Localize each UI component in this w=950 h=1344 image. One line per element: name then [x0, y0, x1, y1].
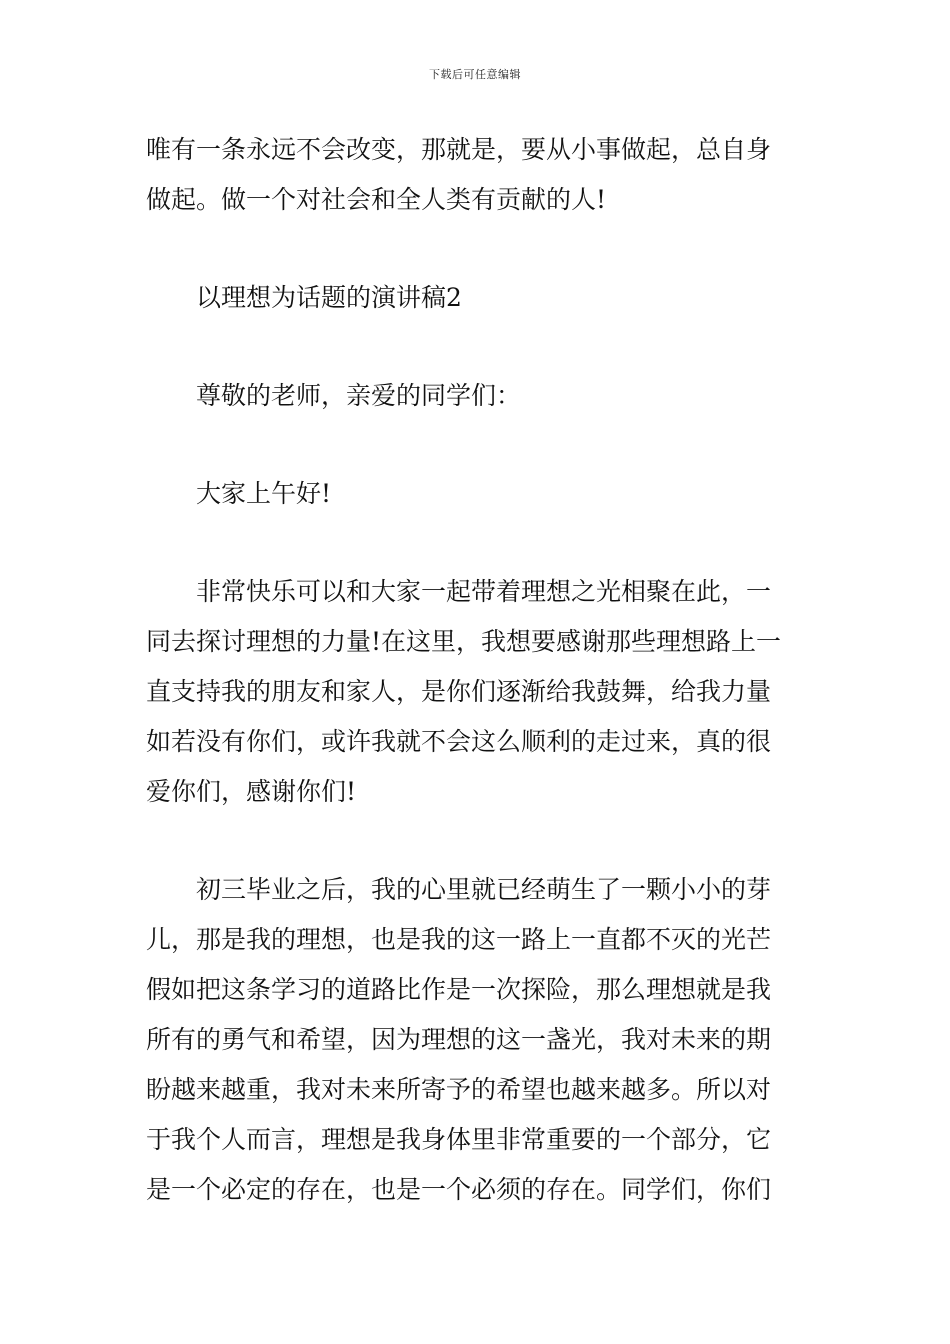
- paragraph-gap: [146, 817, 806, 865]
- text-line: 直支持我的朋友和家人，是你们逐渐给我鼓舞，给我力量: [146, 677, 772, 706]
- paragraph-gap: [146, 323, 806, 371]
- salutation: [146, 371, 806, 421]
- text-line: 所有的勇气和希望，因为理想的这一盏光，我对未来的期: [146, 1025, 772, 1054]
- paragraph: [146, 567, 806, 817]
- text-line: 初三毕业之后，我的心里就已经萌生了一颗小小的芽: [196, 875, 772, 904]
- paragraph: [146, 865, 806, 1215]
- text-line: 盼越来越重，我对未来所寄予的希望也越来越多。所以对: [146, 1075, 772, 1104]
- page-header: 下载后可任意编辑: [429, 68, 521, 81]
- text-line: 是一个必定的存在，也是一个必须的存在。同学们，你们: [146, 1175, 772, 1204]
- greeting: [146, 469, 806, 519]
- paragraph-gap: [146, 421, 806, 469]
- paragraph-gap: [146, 225, 806, 273]
- speech-title: [146, 273, 806, 323]
- text-line: 以理想为话题的演讲稿2: [196, 283, 462, 312]
- text-line: 假如把这条学习的道路比作是一次探险，那么理想就是我: [146, 975, 772, 1004]
- text-line: 唯有一条永远不会改变，那就是，要从小事做起，总自身: [146, 135, 772, 164]
- text-line: 同去探讨理想的力量!在这里，我想要感谢那些理想路上一: [146, 627, 782, 656]
- text-line: 儿，那是我的理想，也是我的这一路上一直都不灭的光芒: [146, 925, 772, 954]
- document-body: [146, 125, 806, 1215]
- paragraph-gap: [146, 519, 806, 567]
- paragraph-continuation: [146, 125, 806, 225]
- text-line: 非常快乐可以和大家一起带着理想之光相聚在此，一: [196, 577, 772, 606]
- text-line: 如若没有你们，或许我就不会这么顺利的走过来，真的很: [146, 727, 772, 756]
- text-line: 于我个人而言，理想是我身体里非常重要的一个部分，它: [146, 1125, 772, 1154]
- text-line: 大家上午好!: [196, 479, 332, 508]
- text-line: 爱你们，感谢你们!: [146, 777, 357, 806]
- text-line: 做起。做一个对社会和全人类有贡献的人!: [146, 185, 607, 214]
- text-line: 尊敬的老师，亲爱的同学们：: [196, 381, 522, 410]
